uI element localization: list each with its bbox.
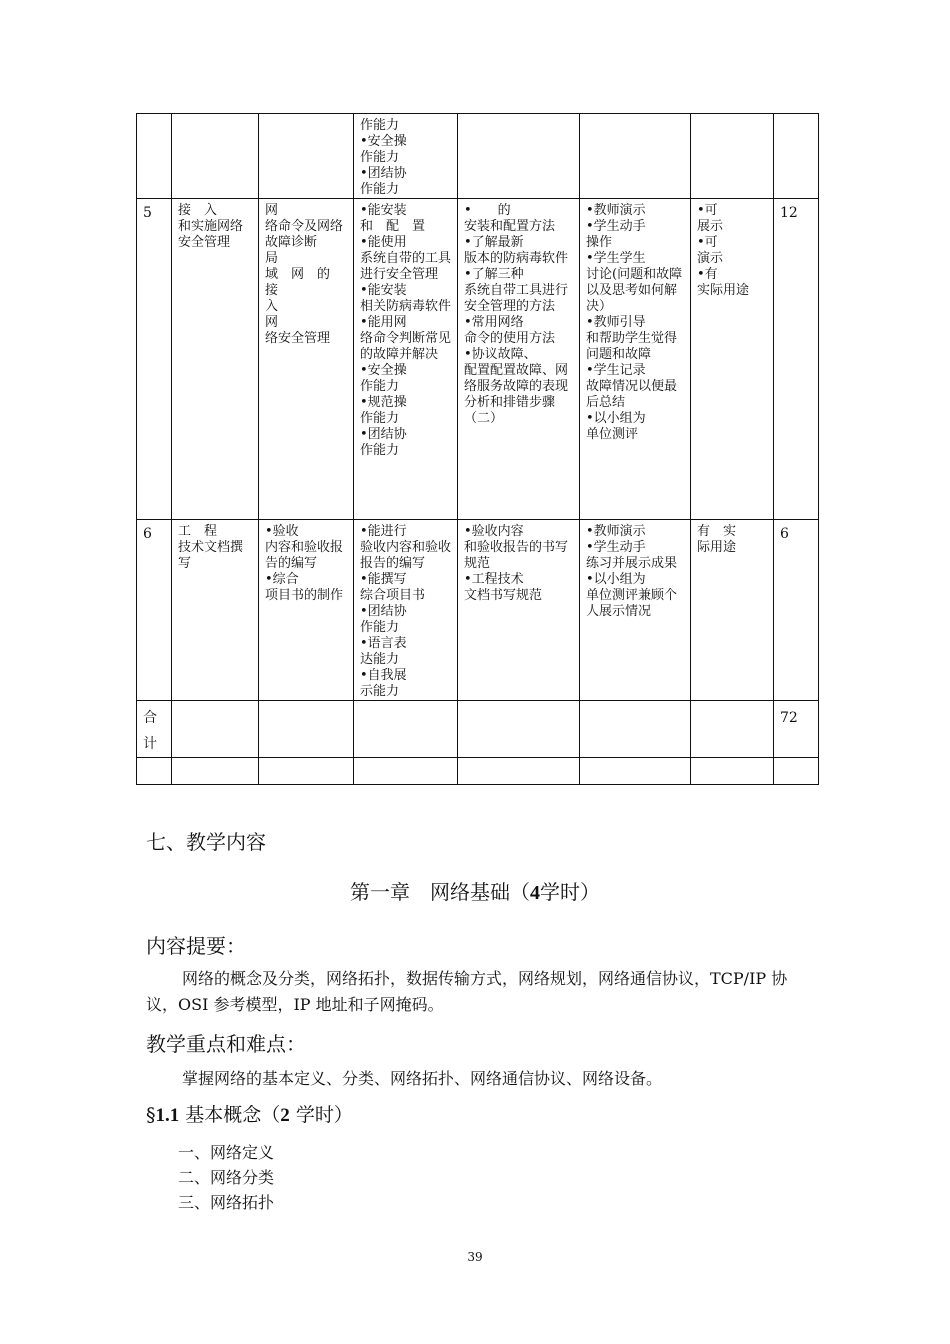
cell-line: 演示 — [697, 251, 724, 266]
cell-line: •能安装 — [360, 203, 407, 218]
cell-line: •团结协 — [360, 604, 407, 619]
cell-line: 命令的使用方法 — [464, 331, 556, 346]
subsection-name: 基本概念（ — [179, 1104, 281, 1126]
cell-line: 验收内容和验收报告的编写 — [360, 540, 452, 571]
content-cell — [259, 520, 354, 701]
cell-line: 作能力 — [360, 150, 400, 165]
hours-cell: 6 — [774, 520, 819, 701]
cell-line: 接 — [265, 283, 279, 298]
cell-line: •以小组为 — [586, 411, 646, 426]
cell-line: •安全操 — [360, 134, 407, 149]
table-row — [137, 199, 819, 520]
total-label — [137, 701, 172, 758]
outcome-cell — [691, 199, 774, 520]
cell-line: 达能力 — [360, 652, 400, 667]
table-cell — [172, 114, 259, 199]
cell-line: 版本的防病毒软件 — [464, 251, 569, 266]
cell-line: 和 配 置 — [360, 219, 426, 234]
subsection-hours: 2 — [280, 1105, 290, 1126]
cell-line: 作能力 — [360, 620, 400, 635]
cell-line: •可 — [697, 235, 718, 250]
cell-line: 局 — [265, 251, 279, 266]
table-cell — [259, 114, 354, 199]
cell-line: 操作 — [586, 235, 613, 250]
row-number: 5 — [137, 199, 172, 520]
table-cell — [458, 701, 580, 758]
ability-cell — [354, 114, 458, 199]
table-cell — [172, 701, 259, 758]
cell-line: •综合 — [265, 572, 299, 587]
section-sign: § — [146, 1104, 156, 1126]
cell-line: •学生动手 — [586, 540, 646, 555]
table-cell — [137, 758, 172, 785]
knowledge-cell — [458, 520, 580, 701]
table-cell — [580, 701, 691, 758]
hours-cell: 12 — [774, 199, 819, 520]
cell-line: •教师演示 — [586, 203, 646, 218]
cell-line: •规范操 — [360, 395, 407, 410]
cell-line: • 的 — [464, 203, 511, 218]
cell-line: 作能力 — [360, 182, 400, 197]
cell-line: 示能力 — [360, 684, 400, 699]
cell-line: 单位测评 — [586, 427, 639, 442]
cell-line: 络命令判断常见的故障并解决 — [360, 331, 452, 362]
cell-line: 作能力 — [360, 379, 400, 394]
cell-line: 和验收报告的书写规范 — [464, 540, 569, 571]
cell-line: 和实施网络安全管理 — [178, 219, 244, 250]
cell-line: 相关防病毒软件 — [360, 299, 452, 314]
cell-line: 系统自带工具进行安全管理的方法 — [464, 283, 569, 314]
cell-line: 合 — [143, 710, 157, 726]
ability-cell — [354, 520, 458, 701]
cell-line: 技术文档撰写 — [178, 540, 244, 571]
cell-line: 实际用途 — [697, 283, 750, 298]
cell-line: 安装和配置方法 — [464, 219, 556, 234]
cell-line: •学生学生 — [586, 251, 646, 266]
cell-line: 内容和验收报告的编写 — [265, 540, 344, 571]
cell-line: 络安全管理 — [265, 331, 331, 346]
cell-line: •学生动手 — [586, 219, 646, 234]
cell-line: 展示 — [697, 219, 724, 234]
cell-line: •常用网络 — [464, 315, 524, 330]
table-cell — [691, 701, 774, 758]
table-cell — [691, 114, 774, 199]
cell-line: •能用网 — [360, 315, 407, 330]
summary-heading: 内容提要： — [146, 934, 246, 958]
cell-line: •协议故障、 — [464, 347, 537, 362]
chapter-prefix: 第一章 网络基础（ — [350, 880, 530, 904]
subsection-number: 1.1 — [155, 1105, 180, 1126]
cell-line: 网 — [265, 315, 279, 330]
cell-line: •了解最新 — [464, 235, 524, 250]
table-cell — [354, 758, 458, 785]
cell-line: 网 — [265, 203, 279, 218]
cell-line: 项目书的制作 — [265, 588, 344, 603]
cell-line: •以小组为 — [586, 572, 646, 587]
cell-line: •自我展 — [360, 668, 407, 683]
cell-line: •能撰写 — [360, 572, 407, 587]
knowledge-cell — [458, 199, 580, 520]
cell-line: 作能力 — [360, 118, 400, 133]
outcome-cell — [691, 520, 774, 701]
cell-line: 练习并展示成果 — [586, 556, 678, 571]
cell-line: •验收 — [265, 524, 299, 539]
chapter-hours: 4 — [530, 882, 540, 904]
cell-line: •能使用 — [360, 235, 407, 250]
cell-line: 有 实 — [697, 524, 737, 539]
ability-cell — [354, 199, 458, 520]
cell-line: 际用途 — [697, 540, 737, 555]
table-cell — [259, 758, 354, 785]
cell-line: •教师引导 — [586, 315, 646, 330]
cell-line: •能进行 — [360, 524, 407, 539]
cell-line: •教师演示 — [586, 524, 646, 539]
table-cell — [458, 114, 580, 199]
cell-line: 配置配置故障、网络服务故障的表现分析和排错步骤（二） — [464, 363, 569, 426]
page-number: 39 — [467, 1250, 483, 1264]
chapter-title — [0, 876, 950, 905]
table-cell — [137, 114, 172, 199]
project-name-cell — [172, 520, 259, 701]
subsection-suffix: 学时） — [289, 1104, 353, 1126]
cell-line: 综合项目书 — [360, 588, 426, 603]
cell-line: •团结协 — [360, 166, 407, 181]
table-row — [137, 520, 819, 701]
cell-line: •语言表 — [360, 636, 407, 651]
table-cell — [458, 758, 580, 785]
cell-line: 络命令及网络故障诊断 — [265, 219, 344, 250]
table-row — [137, 114, 819, 199]
table-cell — [580, 114, 691, 199]
total-hours: 72 — [774, 701, 819, 758]
method-cell — [580, 199, 691, 520]
table-cell — [774, 758, 819, 785]
list-item: 三、网络拓扑 — [178, 1193, 275, 1212]
cell-line: 工 程 — [178, 524, 218, 539]
project-name-cell — [172, 199, 259, 520]
cell-line: •验收内容 — [464, 524, 524, 539]
cell-line: 入 — [265, 299, 279, 314]
cell-line: •可 — [697, 203, 718, 218]
cell-line: •团结协 — [360, 427, 407, 442]
cell-line: 故障情况以便最后总结 — [586, 379, 678, 410]
table-cell — [259, 701, 354, 758]
method-cell — [580, 520, 691, 701]
cell-line: 和帮助学生觉得问题和故障 — [586, 331, 678, 362]
cell-line: 系统自带的工具进行安全管理 — [360, 251, 452, 282]
table-cell — [172, 758, 259, 785]
key-points-text: 掌握网络的基本定义、分类、网络拓扑、网络通信协议、网络设备。 — [182, 1069, 663, 1088]
table-row-total — [137, 701, 819, 758]
cell-line: 域 网 的 — [265, 267, 331, 282]
table-row — [137, 758, 819, 785]
curriculum-table — [136, 113, 819, 785]
cell-line: 作能力 — [360, 443, 400, 458]
subsection-title — [146, 1100, 353, 1127]
cell-line: •学生记录 — [586, 363, 646, 378]
table-cell — [691, 758, 774, 785]
cell-line: •能安装 — [360, 283, 407, 298]
cell-line: 讨论(问题和故障以及思考如何解决） — [586, 267, 683, 314]
list-item: 二、网络分类 — [178, 1168, 275, 1187]
cell-line: •工程技术 — [464, 572, 524, 587]
cell-line: 作能力 — [360, 411, 400, 426]
content-cell — [259, 199, 354, 520]
outline-list — [178, 1140, 274, 1215]
cell-line: •安全操 — [360, 363, 407, 378]
table-cell — [354, 701, 458, 758]
cell-line: 单位测评兼顾个人展示情况 — [586, 588, 678, 619]
cell-line: 计 — [143, 736, 157, 752]
key-points-heading: 教学重点和难点： — [146, 1032, 306, 1056]
section-title: 七、教学内容 — [146, 830, 266, 854]
cell-line: 接 入 — [178, 203, 218, 218]
cell-line: 文档书写规范 — [464, 588, 543, 603]
summary-text: 网络的概念及分类，网络拓扑，数据传输方式，网络规划，网络通信协议，TCP/IP 协议，OSI 参考模型，IP 地址和子网掩码。 — [146, 969, 788, 1014]
cell-line: •了解三种 — [464, 267, 524, 282]
table-cell — [774, 114, 819, 199]
cell-line: •有 — [697, 267, 718, 282]
row-number: 6 — [137, 520, 172, 701]
chapter-suffix: 学时） — [540, 880, 600, 904]
table-cell — [580, 758, 691, 785]
list-item: 一、网络定义 — [178, 1143, 275, 1162]
